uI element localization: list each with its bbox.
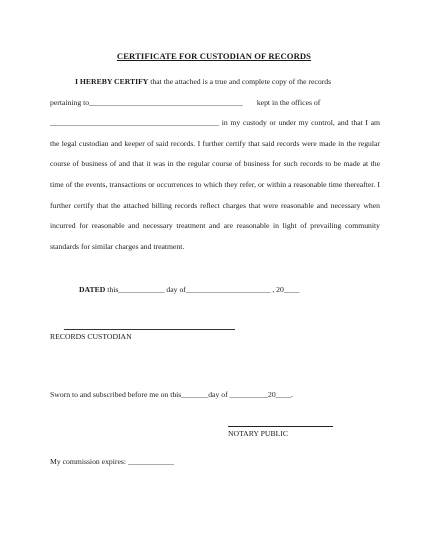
sworn-statement: Sworn to and subscribed before me on this_______day of __________20____.: [50, 390, 293, 399]
dated-text: this____________ day of______________________ , 20____: [105, 285, 300, 294]
notary-public-label: NOTARY PUBLIC: [228, 429, 288, 438]
records-custodian-label: RECORDS CUSTODIAN: [50, 332, 132, 341]
pertaining-line: [50, 93, 380, 114]
dated-label: DATED: [79, 285, 106, 294]
pertaining-blank: ________________________________________: [89, 97, 243, 107]
custody-paragraph: [50, 113, 380, 257]
custody-text: in my custody or under my control, and that I am the legal custodian and keeper of said records. I further certify that said records were made in the regular course of business of and that it was in the regular course of business for such records to be made at the time of the events, transactions or occurrences to which they refer, or within a reasonable time thereafter. I further certify that the attached billing records reflect charges that were reasonable and necessary when incurred for reasonable and necessary treatment and are reasonable in light of prevailing community standards for similar charges and treatment.: [50, 118, 380, 251]
pertaining-prefix: pertaining to: [50, 97, 90, 107]
certify-heading: I HEREBY CERTIFY: [75, 77, 149, 86]
certify-text: that the attached is a true and complete copy of the records: [148, 77, 332, 86]
certification-body: [50, 72, 380, 257]
dated-line: [79, 285, 299, 294]
commission-expires: My commission expires: ____________: [50, 457, 175, 466]
kept-in-offices-text: kept in the offices of: [256, 97, 321, 107]
custodian-signature-line: [64, 329, 235, 330]
notary-signature-line: [228, 426, 333, 427]
office-blank: ____________________________________________: [50, 118, 220, 128]
certify-line: [50, 72, 380, 93]
document-title: CERTIFICATE FOR CUSTODIAN OF RECORDS: [116, 51, 312, 61]
